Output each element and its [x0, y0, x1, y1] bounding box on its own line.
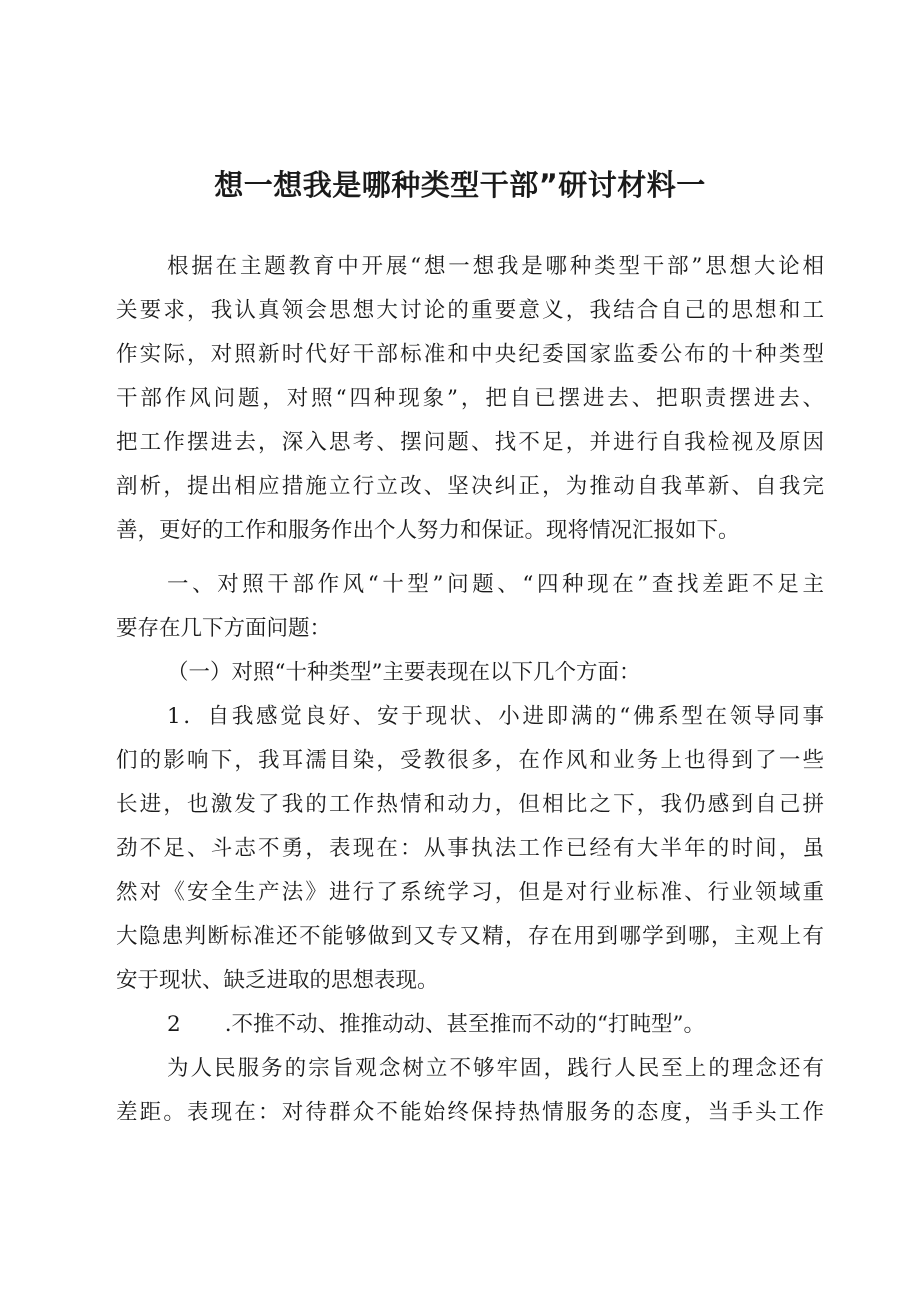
- paragraph-line: 根据在主题教育中开展“想一想我是哪种类型干部”思想大论相: [167, 254, 824, 279]
- item-1-line: 然对《安全生产法》进行了系统学习，但是对行业标准、行业领域重: [116, 880, 824, 905]
- item-1-line: 大隐患判断标准还不能够做到又专又精，存在用到哪学到哪，主观上有: [116, 924, 824, 949]
- item-1-line: 劲不足、斗志不勇，表现在：从事执法工作已经有大半年的时间，虽: [116, 836, 824, 861]
- paragraph-line: 干部作风问题，对照“四种现象”，把自已摆进去、把职责摆进去、: [116, 386, 824, 411]
- item-1-line: 1．自我感觉良好、安于现状、小进即满的“佛系型在领导同事: [167, 704, 824, 729]
- paragraph-line: 把工作摆进去，深入思考、摆问题、找不足，并进行自我检视及原因: [116, 430, 824, 455]
- section-heading-line: 一、对照干部作风“十型”问题、“四种现在”查找差距不足主: [167, 572, 824, 597]
- paragraph-line: 剖析，提出相应措施立行立改、坚决纠正，为推动自我革新、自我完: [116, 474, 824, 499]
- item-2-number: 2: [167, 1012, 181, 1037]
- item-2-line: 差距。表现在：对待群众不能始终保持热情服务的态度，当手头工作: [116, 1100, 824, 1125]
- item-2-text: .不推不动、推推动动、甚至推而不动的“打盹型”。: [224, 1012, 706, 1037]
- paragraph-line: 善，更好的工作和服务作出个人努力和保证。现将情况汇报如下。: [116, 518, 740, 543]
- paragraph-line: 关要求，我认真领会思想大讨论的重要意义，我结合自己的思想和工: [116, 298, 824, 323]
- item-1-line: 长进，也激发了我的工作热情和动力，但相比之下，我仍感到自己拼: [116, 792, 824, 817]
- item-2-line: 为人民服务的宗旨观念树立不够牢固，践行人民至上的理念还有: [167, 1056, 824, 1081]
- item-1-line: 们的影响下，我耳濡目染，受教很多，在作风和业务上也得到了一些: [116, 748, 824, 773]
- section-heading-line: 要存在几下方面问题：: [116, 616, 332, 641]
- subsection-heading: （一）对照“十种类型”主要表现在以下几个方面：: [167, 660, 641, 685]
- item-2-heading: [167, 1003, 824, 1047]
- item-1-line: 安于现状、缺乏进取的思想表现。: [116, 968, 439, 993]
- paragraph-line: 作实际，对照新时代好干部标准和中央纪委国家监委公布的十种类型: [116, 342, 824, 367]
- document-title: 想一想我是哪种类型干部”研讨材料一: [214, 168, 706, 202]
